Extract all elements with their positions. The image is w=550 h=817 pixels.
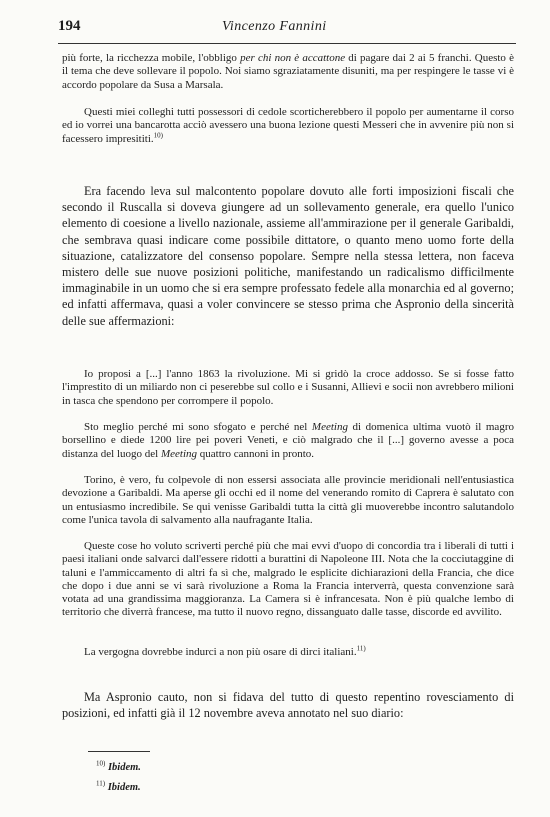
- footnote-ref-11: 11): [356, 644, 366, 653]
- block-quote-paragraph-1: Io proposi a [...] l'anno 1863 la rivoluzione. Mi si gridò la croce addosso. Se si fosse fatto l'imprestito di un miliardo non ci peserebbe sul collo e i Susanni, Allievi e socii non avrebbero milioni in tasca che spendono per corrompere il popolo.: [62, 368, 514, 407]
- page-number: 194: [58, 18, 81, 34]
- block-quote-paragraph-4: Queste cose ho voluto scriverti perché più che mai evvi d'uopo di concordia tra i liberali di tutti i paesi italiani onde salvarci dall'essere ridotti a burattini di Napoleone III. Nota che la cocciutaggine di taluni e l'ammiccamento di altri fa sì che, malgrado le esplicite dichiarazioni della Francia, che dice che dopo i due anni se vi sarà rivoluzione a Roma la Francia interverrà, questa convenzione sarà votata ad una grandissima maggioranza. La Camera si è infrancesata. Non è più qualche lembo di territorio che diverrà francese, ma tutto il nuovo regno, dissanguato dalle tasse, discorde ed avvilito.: [62, 540, 514, 619]
- running-title: Vincenzo Fannini: [222, 19, 327, 34]
- block-quote-paragraph-5: La vergogna dovrebbe indurci a non più osare di dirci italiani.$^{11)}$: [84, 644, 366, 658]
- footnote-separator: [88, 751, 150, 752]
- block-quote-paragraph-2: Sto meglio perché mi sono sfogato e perché nel Meeting di domenica ultima vuotò il magro borsellino e diede 1200 lire pei poveri Veneti, e ciò malgrado che il [...] governo avesse a poca distanza del luogo del Meeting quattro cannoni in pronto.: [62, 421, 514, 460]
- footnote-10: $^{10)}$ Ibidem.: [96, 759, 141, 773]
- closing-paragraph: Ma Aspronio cauto, non si fidava del tutto di questo repentino rovesciamento di posizioni, ed infatti già il 12 novembre aveva annotato nel suo diario:: [62, 690, 514, 721]
- main-body-paragraph: Era facendo leva sul malcontento popolare dovuto alle forti imposizioni fiscali che secondo il Ruscalla si doveva giungere ad un sollevamento generale, era quello l'unico elemento di coesione a livello nazionale, assieme all'ammirazione per il generale Garibaldi, che sembrava quasi indicare come possibile dittatore, o quanto meno uomo forte della situazione, catalizzatore del consenso popolare. Sempre nella stessa lettera, non faceva mistero delle sue nuove posizioni politiche, manifestando un radicalismo difficilmente immaginabile in un uomo che si era sempre professato fedele alla monarchia ed al governo; ed infatti affermava, quasi a voler convincere se stesso prima che Aspronio della sincerità delle sue affermazioni:: [62, 184, 514, 328]
- header-rule: [58, 43, 516, 44]
- emphasis-text: per chi non è accattone: [240, 52, 346, 64]
- page-header: [58, 18, 513, 42]
- quote-continuation-paragraph: più forte, la ricchezza mobile, l'obbligo per chi non è accattone di pagare dai 2 ai 5 franchi. Questo è il tema che deve sollevare il popolo. Noi siamo sgraziatamente disuniti, ma per respingere le tasse vi è accordo popolare da Susa a Marsala.: [62, 52, 514, 91]
- block-quote-paragraph-3: Torino, è vero, fu colpevole di non essersi associata alle provincie meridionali nell'entusiastica devozione a Garibaldi. Ma aperse gli occhi ed il nome del venerando romito di Caprera è salutato con un entusiasmo incredibile. Se qui venisse Garibaldi tutta la città gli muoverebbe incontro salutandolo come l'unica tavola di salvamento alla naufragante Italia.: [62, 474, 514, 526]
- footnote-ref-10: 10): [153, 130, 163, 139]
- footnote-11: $^{11)}$ Ibidem.: [96, 779, 141, 793]
- quote-paragraph-colleghi: Questi miei colleghi tutti possessori di cedole scorticherebbero il popolo per aumentarne il corso ed io vorrei una bancarotta acciò avessero una buona lezione questi Messeri che in avvenire più non si facessero impresititi.$^{10)}$: [62, 106, 514, 145]
